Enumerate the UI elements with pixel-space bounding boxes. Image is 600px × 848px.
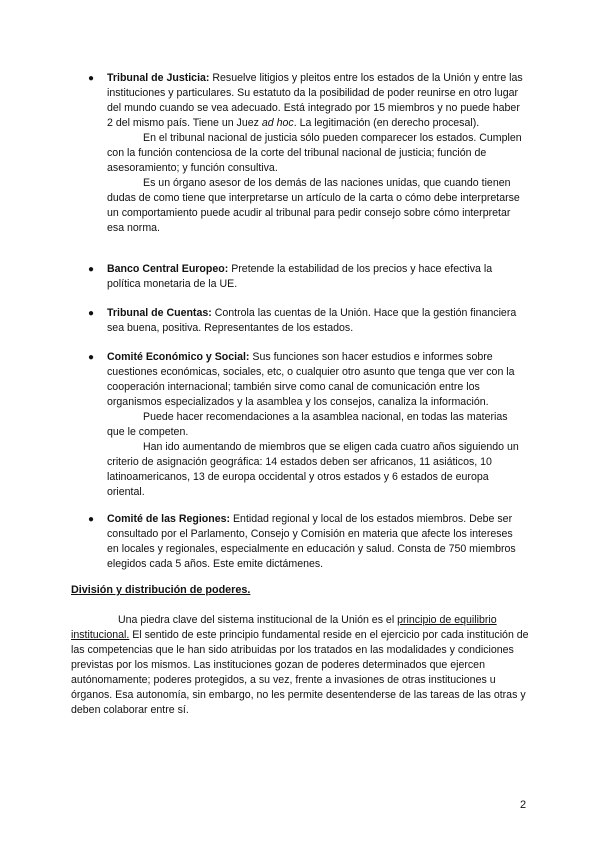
- bullet-icon: ●: [88, 308, 95, 319]
- section-heading: División y distribución de poderes.: [71, 584, 251, 596]
- paragraph-text-rest: El sentido de este principio fundamental reside en el ejercicio por cada institución de las competencias que le han sido atribuidas por los tratados en las modalidades y condiciones previstas por los mismos. Las instituciones gozan de poderes determinados que ejercen autónomamente; poderes protegidos, a su vez, frente a invasiones de otras instituciones u órganos. Esa autonomía, sin embargo, no les permite desentenderse de las tareas de las otras y deben colaborar entre sí.: [71, 629, 529, 716]
- item-title: Comité Económico y Social:: [107, 351, 250, 363]
- bullet-icon: ●: [88, 264, 95, 275]
- list-item-comite-economico: [88, 350, 527, 500]
- underlined-term: principio de equilibrio institucional.: [71, 614, 497, 641]
- item-subparagraph: En el tribunal nacional de justicia sólo pueden comparecer los estados. Cumplen con la función contenciosa de la corte del tribunal nacional de justicia; función de asesoramiento; y función consultiva.: [107, 132, 522, 174]
- item-text: Entidad regional y local de los estados miembros. Debe ser consultado por el Parlamento, Consejo y Comisión en materia que afecte los intereses en locales y regionales, especialmente en educación y salud. Consta de 750 miembros elegidos cada 5 años. Este emite dictámenes.: [107, 513, 516, 570]
- item-paragraph: [107, 512, 527, 572]
- item-paragraph: [107, 262, 527, 292]
- item-paragraph: [107, 306, 527, 336]
- list-item-banco-central: [88, 262, 527, 292]
- page-number: 2: [520, 799, 527, 811]
- bullet-icon: ●: [88, 73, 95, 84]
- item-text: Sus funciones son hacer estudios e informes sobre cuestiones económicas, sociales, etc, o cualquier otro asunto que tenga que ver con la cooperación internacional; también sirve como canal de comunicación entre los organismos especializados y la asamblea y los consejos, canaliza la información.: [107, 351, 515, 408]
- item-title: Tribunal de Cuentas:: [107, 307, 212, 319]
- item-title: Comité de las Regiones:: [107, 513, 231, 525]
- item-paragraph: [107, 350, 527, 410]
- item-subparagraph: Puede hacer recomendaciones a la asamblea nacional, en todas las materias que le competen.: [107, 411, 508, 438]
- list-item-tribunal-cuentas: [88, 306, 527, 336]
- item-title: Tribunal de Justicia:: [107, 72, 210, 84]
- bullet-icon: ●: [88, 352, 95, 363]
- section-paragraph: [71, 613, 529, 718]
- list-item-comite-regiones: [88, 512, 527, 572]
- list-item-tribunal-justicia: [88, 71, 527, 236]
- item-text: Resuelve litigios y pleitos entre los estados de la Unión y entre las instituciones y particulares. Su estatuto da la posibilidad de poder reunirse en otro lugar del mundo cuando se vea adecuado. Está integrado por 15 miembros y no puede haber 2 del mismo país. Tiene un Juez: [107, 72, 523, 129]
- item-subparagraph: Han ido aumentando de miembros que se eligen cada cuatro años siguiendo un criterio de asignación geográfica: 14 estados deben ser africanos, 11 asiáticos, 10 latinoamericanos, 13 de europa occidental y otros estados y 6 estados de europa oriental.: [107, 441, 519, 498]
- item-italic-text: ad hoc: [261, 117, 294, 129]
- item-text: Controla las cuentas de la Unión. Hace que la gestión financiera sea buena, positiva. Representantes de los estados.: [107, 307, 517, 334]
- item-title: Banco Central Europeo:: [107, 263, 229, 275]
- bullet-icon: ●: [88, 514, 95, 525]
- item-text-after: . La legitimación (en derecho procesal).: [293, 117, 480, 129]
- item-paragraph: [107, 71, 527, 131]
- item-subparagraph: Es un órgano asesor de los demás de las naciones unidas, que cuando tienen dudas de como tiene que interpretarse un artículo de la carta o cómo debe interpretarse un comportamiento puede acudir al tribunal para pedir consejo sobre cómo interpretar esa norma.: [107, 177, 520, 234]
- paragraph-text: Una piedra clave del sistema institucional de la Unión es el: [118, 614, 398, 626]
- item-text: Pretende la estabilidad de los precios y hace efectiva la política monetaria de la UE.: [107, 263, 493, 290]
